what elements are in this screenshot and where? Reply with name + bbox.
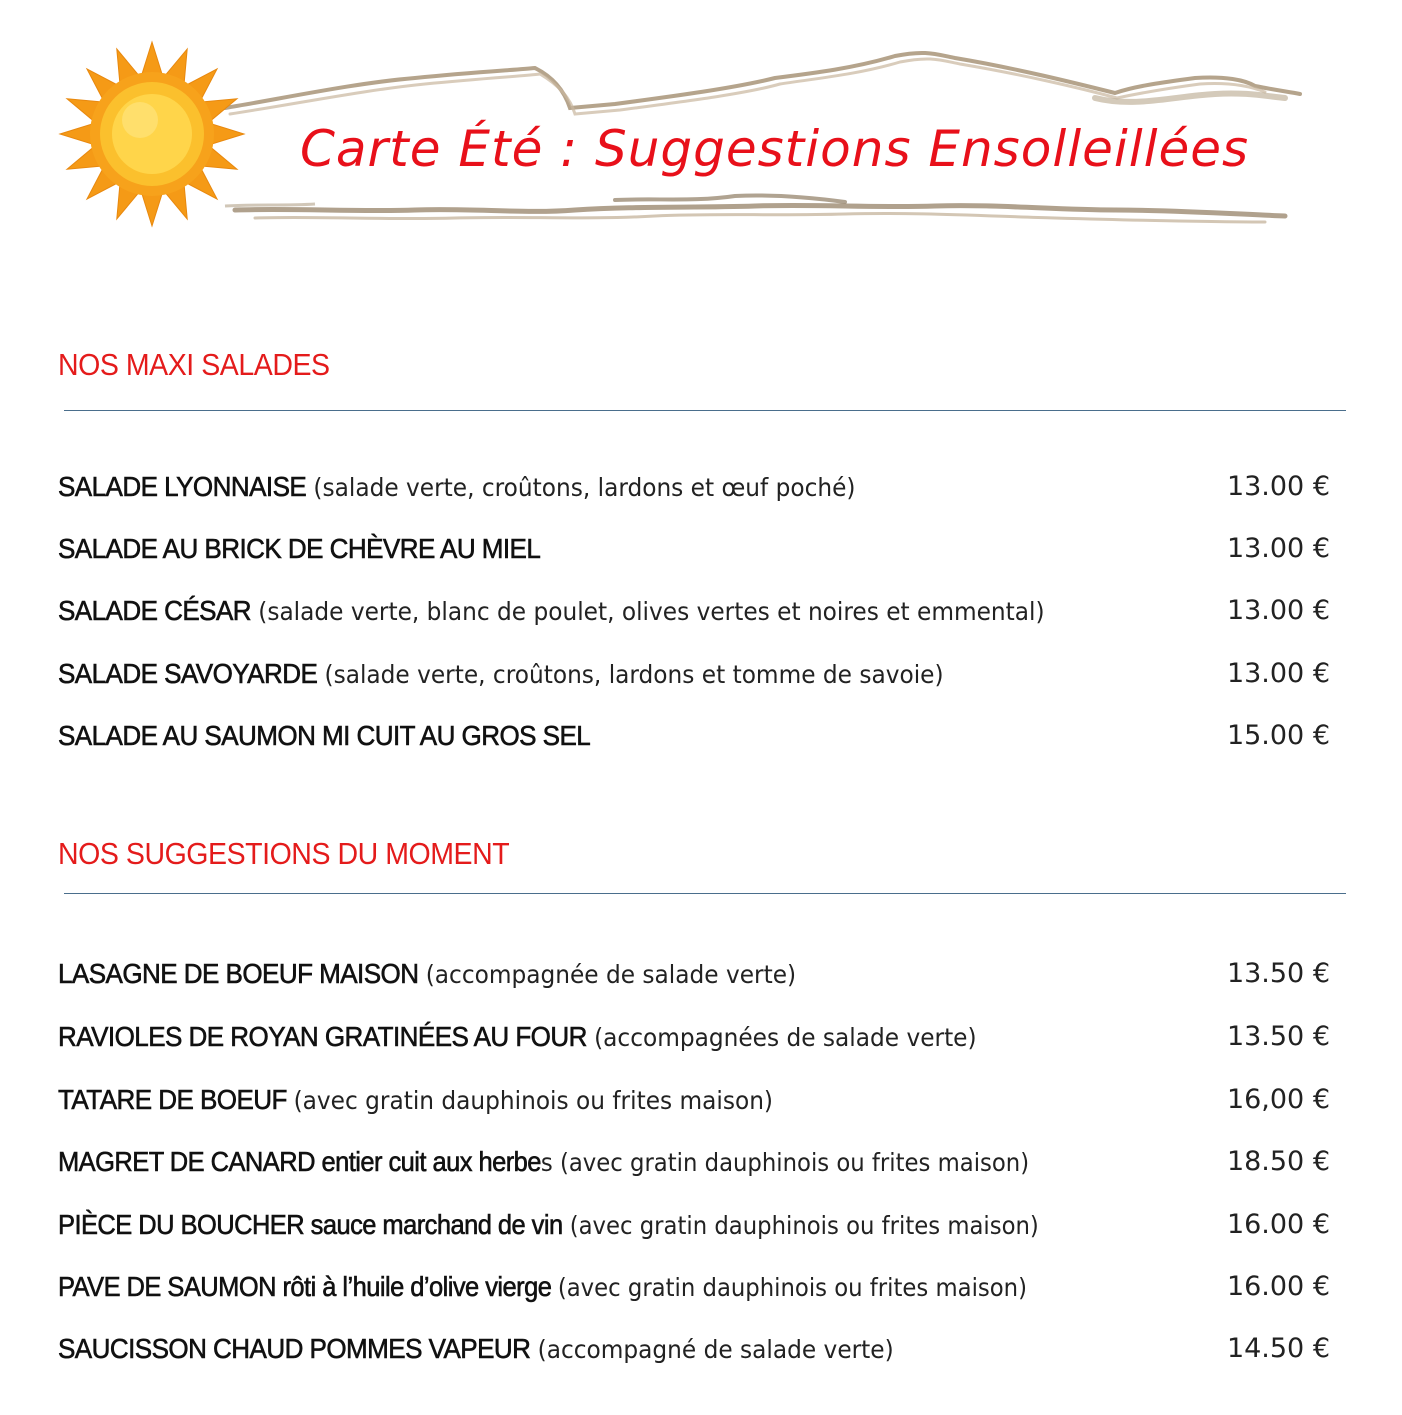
item-name: RAVIOLES DE ROYAN GRATINÉES AU FOUR	[58, 1021, 587, 1052]
menu-item	[58, 591, 1338, 631]
item-price: 13.50 €	[1226, 1021, 1330, 1052]
menu-item	[58, 1080, 1338, 1120]
menu-title: Carte Été : Suggestions Ensolleillées	[300, 120, 1250, 178]
item-name: SAUCISSON CHAUD POMMES VAPEUR	[58, 1333, 531, 1364]
sun-icon	[55, 38, 255, 238]
item-name: TATARE DE BOEUF	[58, 1084, 294, 1115]
section-divider	[64, 410, 1346, 411]
item-description: (avec gratin dauphinois ou frites maison)	[569, 1211, 1039, 1240]
item-description: (accompagné de salade verte)	[537, 1335, 894, 1364]
menu-item	[58, 1205, 1338, 1245]
menu-item	[58, 467, 1338, 507]
item-name: PAVE DE SAUMON rôti à l’huile d’olive vierge	[58, 1271, 558, 1302]
menu-item	[58, 1017, 1338, 1057]
item-price: 15.00 €	[1226, 720, 1330, 751]
item-name: SALADE AU SAUMON MI CUIT AU GROS SEL	[58, 720, 591, 751]
menu-item	[58, 716, 1338, 756]
item-price: 18.50 €	[1226, 1146, 1330, 1177]
item-name: PIÈCE DU BOUCHER sauce marchand de vin	[58, 1209, 563, 1240]
item-description: (salade verte, croûtons, lardons et tomme de savoie)	[324, 660, 944, 689]
item-description: (salade verte, croûtons, lardons et œuf poché)	[313, 473, 856, 502]
section-divider	[64, 893, 1346, 894]
item-name: SALADE LYONNAISE	[58, 471, 307, 502]
item-price: 16.00 €	[1226, 1271, 1330, 1302]
item-price: 13.00 €	[1226, 533, 1330, 564]
section-title-salades: NOS MAXI SALADES	[58, 347, 330, 382]
menu-item	[58, 1267, 1338, 1307]
item-price: 14.50 €	[1226, 1333, 1330, 1364]
item-name: MAGRET DE CANARD entier cuit aux herbe	[58, 1146, 541, 1177]
section-title-suggestions: NOS SUGGESTIONS DU MOMENT	[58, 836, 510, 871]
item-name: SALADE SAVOYARDE	[58, 658, 318, 689]
item-name: SALADE CÉSAR	[58, 595, 252, 626]
menu-item	[58, 1329, 1338, 1369]
menu-item	[58, 1142, 1338, 1182]
item-description: (avec gratin dauphinois ou frites maison)	[293, 1086, 774, 1115]
item-price: 13.00 €	[1226, 595, 1330, 626]
item-description: (salade verte, blanc de poulet, olives vertes et noires et emmental)	[258, 597, 1045, 626]
menu-item	[58, 954, 1338, 994]
item-name: LASAGNE DE BOEUF MAISON	[58, 958, 419, 989]
item-price: 13.00 €	[1226, 471, 1330, 502]
item-price: 16.00 €	[1226, 1209, 1330, 1240]
item-description: s (avec gratin dauphinois ou frites maison)	[540, 1148, 1030, 1177]
item-price: 16,00 €	[1226, 1084, 1330, 1115]
item-price: 13.00 €	[1226, 658, 1330, 689]
item-description: (accompagnées de salade verte)	[594, 1023, 977, 1052]
item-price: 13.50 €	[1226, 958, 1330, 989]
menu-item	[58, 654, 1338, 694]
item-description: (accompagnée de salade verte)	[425, 960, 797, 989]
menu-item	[58, 529, 1338, 569]
item-description: (avec gratin dauphinois ou frites maison)	[557, 1273, 1027, 1302]
item-name: SALADE AU BRICK DE CHÈVRE AU MIEL	[58, 533, 541, 564]
